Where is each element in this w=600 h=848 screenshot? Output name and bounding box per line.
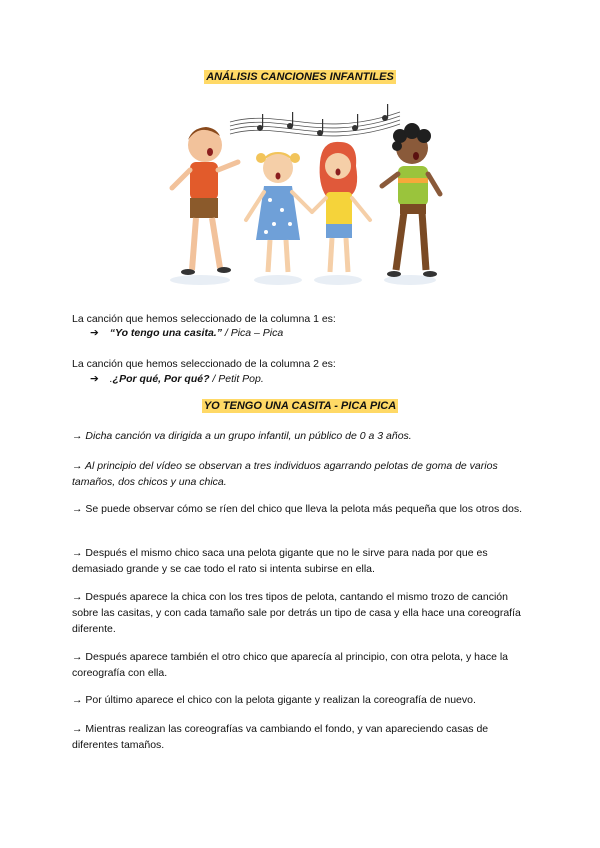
- subtitle-highlight: YO TENGO UNA CASITA - PICA PICA: [203, 400, 397, 412]
- paragraph-1: → Dicha canción va dirigida a un grupo infantil, un público de 0 a 3 años.: [72, 430, 412, 442]
- song-1-artist: / Pica – Pica: [221, 327, 284, 339]
- child-boy-green: [382, 123, 440, 277]
- arrow-bullet-icon: ➔: [90, 373, 99, 385]
- paragraph-6: → Después aparece también el otro chico que aparecía al principio, con otra pelota, y hace la coreografía con ella.: [72, 651, 509, 679]
- section-subtitle: [0, 400, 600, 412]
- paragraph-2: → Al principio del vídeo se observan a tres individuos agarrando pelotas de goma de varios tamaños, dos chicos y una chica.: [72, 460, 498, 488]
- song-1-title: “Yo tengo una casita.”: [109, 327, 222, 339]
- song-2-bullet: [90, 371, 264, 387]
- child-girl-yellow: [312, 142, 370, 272]
- paragraph-5: → Después aparece la chica con los tres tipos de pelota, cantando el mismo trozo de canción sobre las casitas, y con cada tamaño sale por detrás un tipo de casa y ella hace una coreografía diferente.: [72, 591, 521, 635]
- music-staff-icon: [230, 112, 400, 136]
- paragraph-3: → Se puede observar cómo se ríen del chico que lleva la pelota más pequeña que los otros dos.: [72, 503, 523, 515]
- singing-children-illustration: [150, 100, 450, 290]
- song-2-dot: .: [109, 373, 113, 385]
- song-1-bullet: [90, 325, 283, 341]
- song-2-artist: / Petit Pop.: [209, 373, 264, 385]
- arrow-bullet-icon: ➔: [90, 327, 99, 339]
- paragraph-8: → Mientras realizan las coreografías va cambiando el fondo, y van apareciendo casas de diferentes tamaños.: [72, 723, 489, 751]
- song-2-title: ¿Por qué, Por qué?: [112, 373, 210, 385]
- child-boy-orange: [172, 127, 238, 275]
- paragraph-4: → Después el mismo chico saca una pelota gigante que no le sirve para nada por que es demasiado grande y se cae todo el rato si intenta subirse en ella.: [72, 547, 488, 575]
- child-girl-blue: [246, 152, 312, 272]
- intro-column-1: La canción que hemos seleccionado de la columna 1 es:: [72, 313, 336, 325]
- intro-column-2: La canción que hemos seleccionado de la columna 2 es:: [72, 358, 336, 370]
- title-highlight: ANÁLISIS CANCIONES INFANTILES: [206, 71, 394, 83]
- paragraph-7: → Por último aparece el chico con la pelota gigante y realizan la coreografía de nuevo.: [72, 694, 476, 706]
- document-title: [0, 71, 600, 83]
